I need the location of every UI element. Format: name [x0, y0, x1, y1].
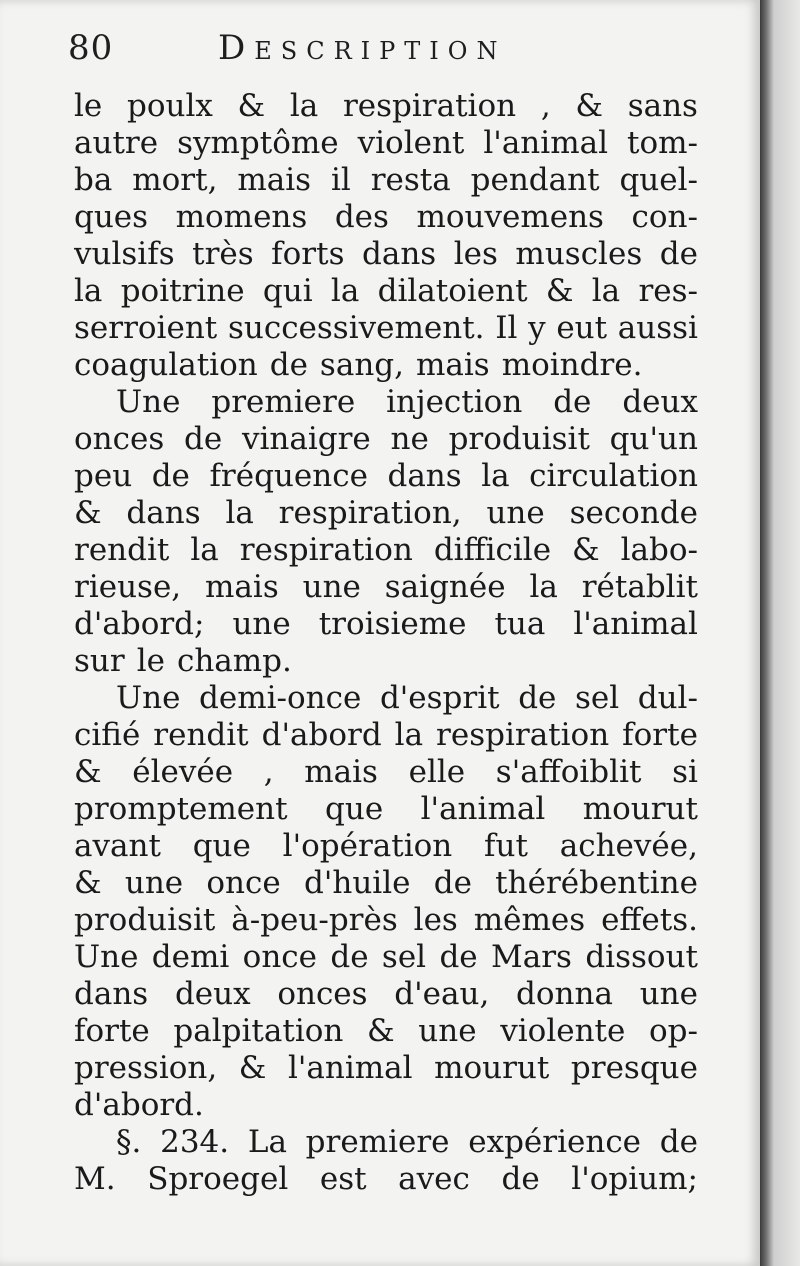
- text-line: la poitrine qui la dilatoient & la res-: [74, 273, 698, 309]
- text-line: serroient successivement. Il y eut aussi: [74, 310, 698, 346]
- text-line: forte palpitation & une violente op-: [74, 1013, 698, 1049]
- running-header: [68, 24, 708, 74]
- text-line: & dans la respiration, une seconde: [74, 495, 698, 531]
- text-line: dans deux onces d'eau, donna une: [74, 976, 698, 1012]
- body-text: [74, 88, 698, 1198]
- text-line: §. 234. La premiere expérience de: [116, 1124, 698, 1160]
- text-line: Une demi-once d'esprit de sel dul-: [116, 680, 698, 716]
- text-line: Une demi once de sel de Mars dissout: [74, 939, 698, 975]
- text-line: ba mort, mais il resta pendant quel-: [74, 162, 698, 198]
- text-line: autre symptôme violent l'animal tom-: [74, 125, 698, 161]
- page-number: 80: [68, 28, 114, 68]
- text-line: d'abord; une troisieme tua l'animal: [74, 606, 698, 642]
- text-line: Une premiere injection de deux: [116, 384, 698, 420]
- text-line: cifié rendit d'abord la respiration forte: [74, 717, 698, 753]
- text-line: d'abord.: [74, 1087, 204, 1123]
- text-line: M. Sproegel est avec de l'opium;: [74, 1161, 698, 1197]
- text-line: produisit à-peu-près les mêmes effets.: [74, 902, 698, 938]
- text-line: rendit la respiration difficile & labo-: [74, 532, 698, 568]
- text-line: sur le champ.: [74, 643, 292, 679]
- text-line: peu de fréquence dans la circulation: [74, 458, 698, 494]
- text-line: pression, & l'animal mourut presque: [74, 1050, 698, 1086]
- text-line: ques momens des mouvemens con-: [74, 199, 698, 235]
- text-line: onces de vinaigre ne produisit qu'un: [74, 421, 698, 457]
- running-title: Description: [218, 28, 507, 68]
- text-line: le poulx & la respiration , & sans: [74, 88, 698, 124]
- text-line: & élevée , mais elle s'affoiblit si: [74, 754, 698, 790]
- text-line: avant que l'opération fut achevée,: [74, 828, 698, 864]
- text-line: & une once d'huile de thérébentine: [74, 865, 698, 901]
- text-line: promptement que l'animal mourut: [74, 791, 698, 827]
- text-line: coagulation de sang, mais moindre.: [74, 347, 643, 383]
- text-line: rieuse, mais une saignée la rétablit: [74, 569, 698, 605]
- page-edge: [760, 0, 800, 1266]
- text-line: vulsifs très forts dans les muscles de: [74, 236, 698, 272]
